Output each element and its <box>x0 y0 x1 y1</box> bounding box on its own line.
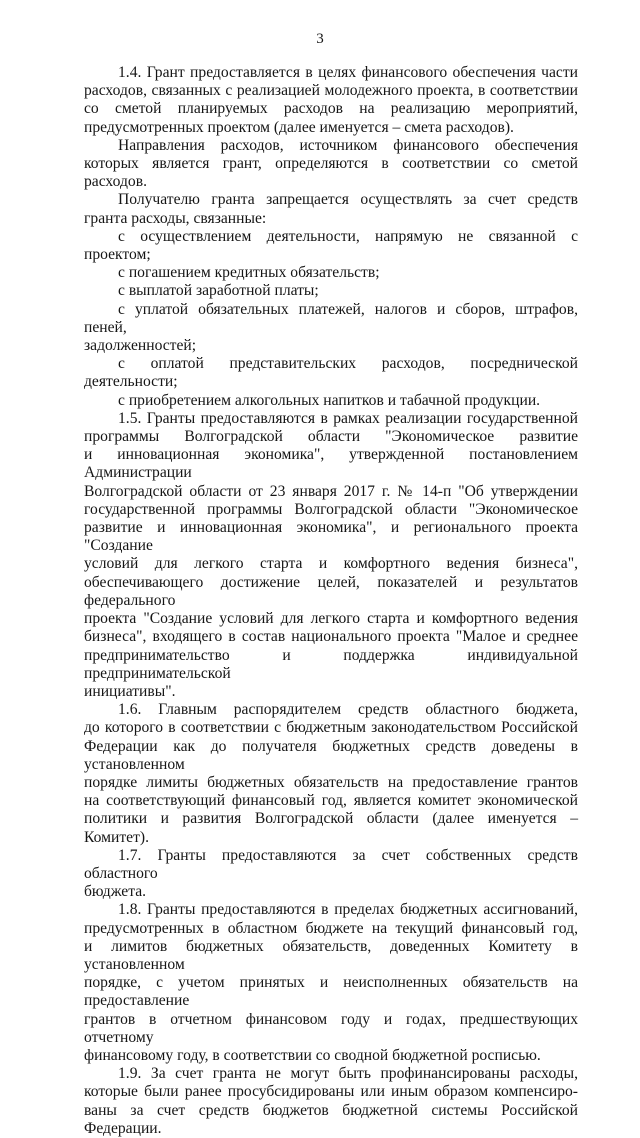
text-line: Федерации как до получателя бюджетных средств доведены в установленном <box>84 737 578 773</box>
text-line: предусмотренных в областном бюджете на текущий финансовый год, <box>84 919 578 937</box>
text-line: с погашением кредитных обязательств; <box>118 264 380 282</box>
text-line: на соответствующий финансовый год, является комитет экономической <box>84 792 578 810</box>
text-line: условий для легкого старта и комфортного ведения бизнеса", <box>84 555 578 573</box>
text-line: Направления расходов, источником финансового обеспечения <box>118 136 578 154</box>
text-line: развитие и инновационная экономика", и регионального проекта "Создание <box>84 519 578 555</box>
text-line: порядке лимиты бюджетных обязательств на предоставление грантов <box>84 773 578 791</box>
text-line: финансовому году, в соответствии со сводной бюджетной росписью. <box>84 1046 541 1064</box>
text-line: с приобретением алкогольных напитков и табачной продукции. <box>118 391 541 409</box>
text-line: 1.5. Гранты предоставляются в рамках реализации государственной <box>118 409 578 427</box>
text-line: с осуществлением деятельности, напрямую не связанной с проектом; <box>84 227 578 264</box>
text-line: которых является грант, определяются в соответствии со сметой расходов. <box>84 155 578 191</box>
text-line: задолженностей; <box>84 337 197 355</box>
text-line: с выплатой заработной платы; <box>118 282 319 300</box>
text-line: и инновационная экономика", утвержденной постановлением Администрации <box>84 446 578 482</box>
text-line: инициативы". <box>84 682 176 700</box>
text-line: 1.9. За счет гранта не могут быть профинансированы расходы, <box>118 1065 578 1083</box>
text-line: проекта "Создание условий для легкого старта и комфортного ведения <box>84 610 578 628</box>
text-line: которые были ранее просубсидированы или иным образом компенсиро- <box>84 1083 578 1101</box>
text-line: 1.6. Главным распорядителем средств областного бюджета, <box>118 701 578 719</box>
text-line: бюджета. <box>84 883 147 901</box>
text-line: программы Волгоградской области "Экономическое развитие <box>84 428 578 446</box>
text-line: Волгоградской области от 23 января 2017 г. № 14-п "Об утверждении <box>84 482 578 500</box>
text-line: предпринимательство и поддержка индивидуальной предпринимательской <box>84 646 578 682</box>
text-line: расходов, связанных с реализацией молодежного проекта, в соответствии <box>84 82 578 100</box>
text-line: предусмотренных проектом (далее именуется – смета расходов). <box>84 118 514 136</box>
text-line: и лимитов бюджетных обязательств, доведенных Комитету в установленном <box>84 937 578 973</box>
text-line: Получателю гранта запрещается осуществлять за счет средств <box>118 191 578 209</box>
text-line: 1.7. Гранты предоставляются за счет собственных средств областного <box>84 846 578 882</box>
text-line: гранта расходы, связанные: <box>84 209 267 227</box>
text-line: грантов в отчетном финансовом году и годах, предшествующих отчетному <box>84 1010 578 1046</box>
text-line: обеспечивающего достижение целей, показателей и результатов федерального <box>84 573 578 609</box>
text-line: со сметой планируемых расходов на реализацию мероприятий, <box>84 100 578 118</box>
text-line: государственной программы Волгоградской области "Экономическое <box>84 500 578 518</box>
document-body <box>84 64 578 1138</box>
text-line: до которого в соответствии с бюджетным законодательством Российской <box>84 719 578 737</box>
text-line: ваны за счет средств бюджетов бюджетной системы Российской Федерации. <box>84 1101 578 1137</box>
page-number: 3 <box>316 31 324 47</box>
text-line: порядке, с учетом принятых и неисполненных обязательств на предоставление <box>84 974 578 1010</box>
text-line: политики и развития Волгоградской области (далее именуется – Комитет). <box>84 810 578 846</box>
text-line: 1.8. Гранты предоставляются в пределах бюджетных ассигнований, <box>118 901 578 919</box>
text-line: с оплатой представительских расходов, посреднической деятельности; <box>84 355 578 391</box>
text-line: с уплатой обязательных платежей, налогов и сборов, штрафов, пеней, <box>84 300 578 336</box>
text-line: бизнеса", входящего в состав национального проекта "Малое и среднее <box>84 628 578 646</box>
text-line: 1.4. Грант предоставляется в целях финансового обеспечения части <box>118 64 578 81</box>
